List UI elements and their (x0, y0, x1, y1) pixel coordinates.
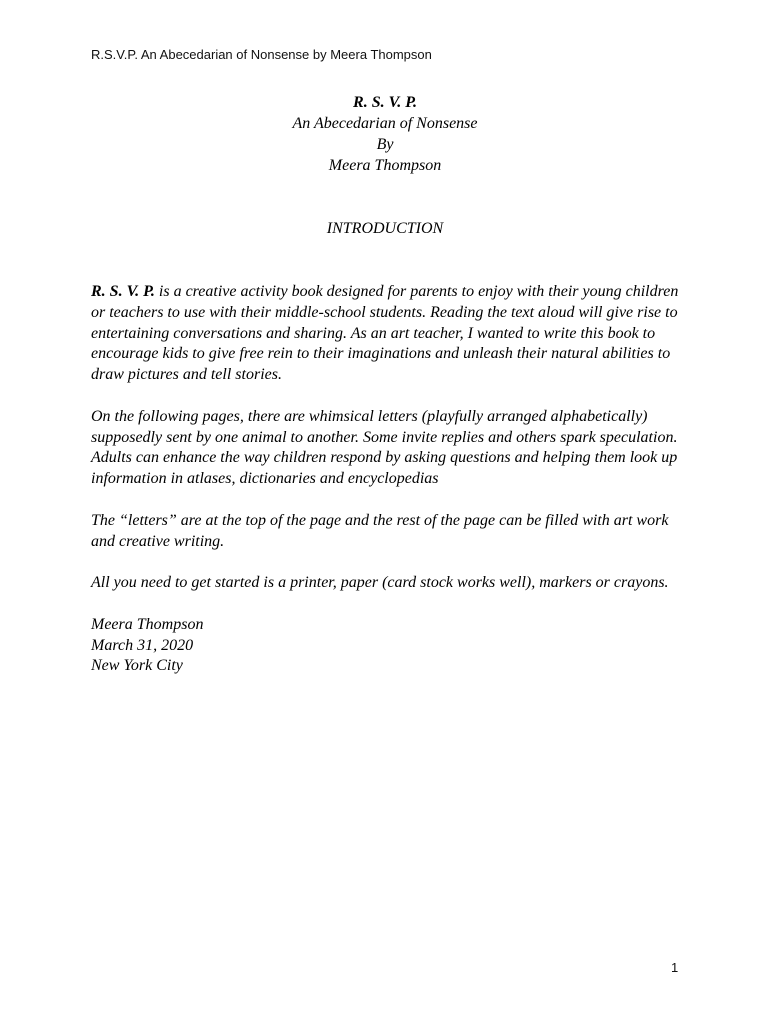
title-block (0, 92, 770, 176)
book-subtitle: An Abecedarian of Nonsense (292, 115, 478, 132)
section-heading: INTRODUCTION (326, 220, 444, 237)
body-text (91, 282, 681, 677)
signature-block (91, 615, 681, 677)
paragraph-4: All you need to get started is a printer, paper (card stock works well), markers or crayons. (91, 574, 669, 592)
byline-author: Meera Thompson (328, 157, 442, 174)
page-number: 1 (671, 960, 679, 975)
paragraph-1-lead: R. S. V. P. (91, 283, 155, 300)
signature-place: New York City (91, 657, 183, 675)
paragraph-1 (91, 282, 681, 386)
paragraph-1-text: is a creative activity book designed for parents to enjoy with their young children or teachers to use with their middle-school students. Reading the text aloud will give rise to entertaining conversations and sharing. As an art teacher, I wanted to write this book to encourage kids to give free rein to their imaginations and unleash their natural abilities to draw pictures and tell stories. (91, 283, 679, 384)
paragraph-3: The “letters” are at the top of the page and the rest of the page can be filled with art work and creative writing. (91, 511, 669, 550)
signature-name: Meera Thompson (91, 615, 204, 633)
signature-date: March 31, 2020 (91, 636, 194, 654)
running-header: R.S.V.P. An Abecedarian of Nonsense by Meera Thompson (91, 47, 432, 62)
paragraph-2: On the following pages, there are whimsical letters (playfully arranged alphabetically) supposedly sent by one animal to another. Some invite replies and others spark speculation. Adults can enhance the way children respond by asking questions and helping them look up information in atlases, dictionaries and encyclopedias (91, 407, 678, 488)
book-title: R. S. V. P. (353, 94, 417, 111)
byline-by: By (376, 136, 394, 153)
